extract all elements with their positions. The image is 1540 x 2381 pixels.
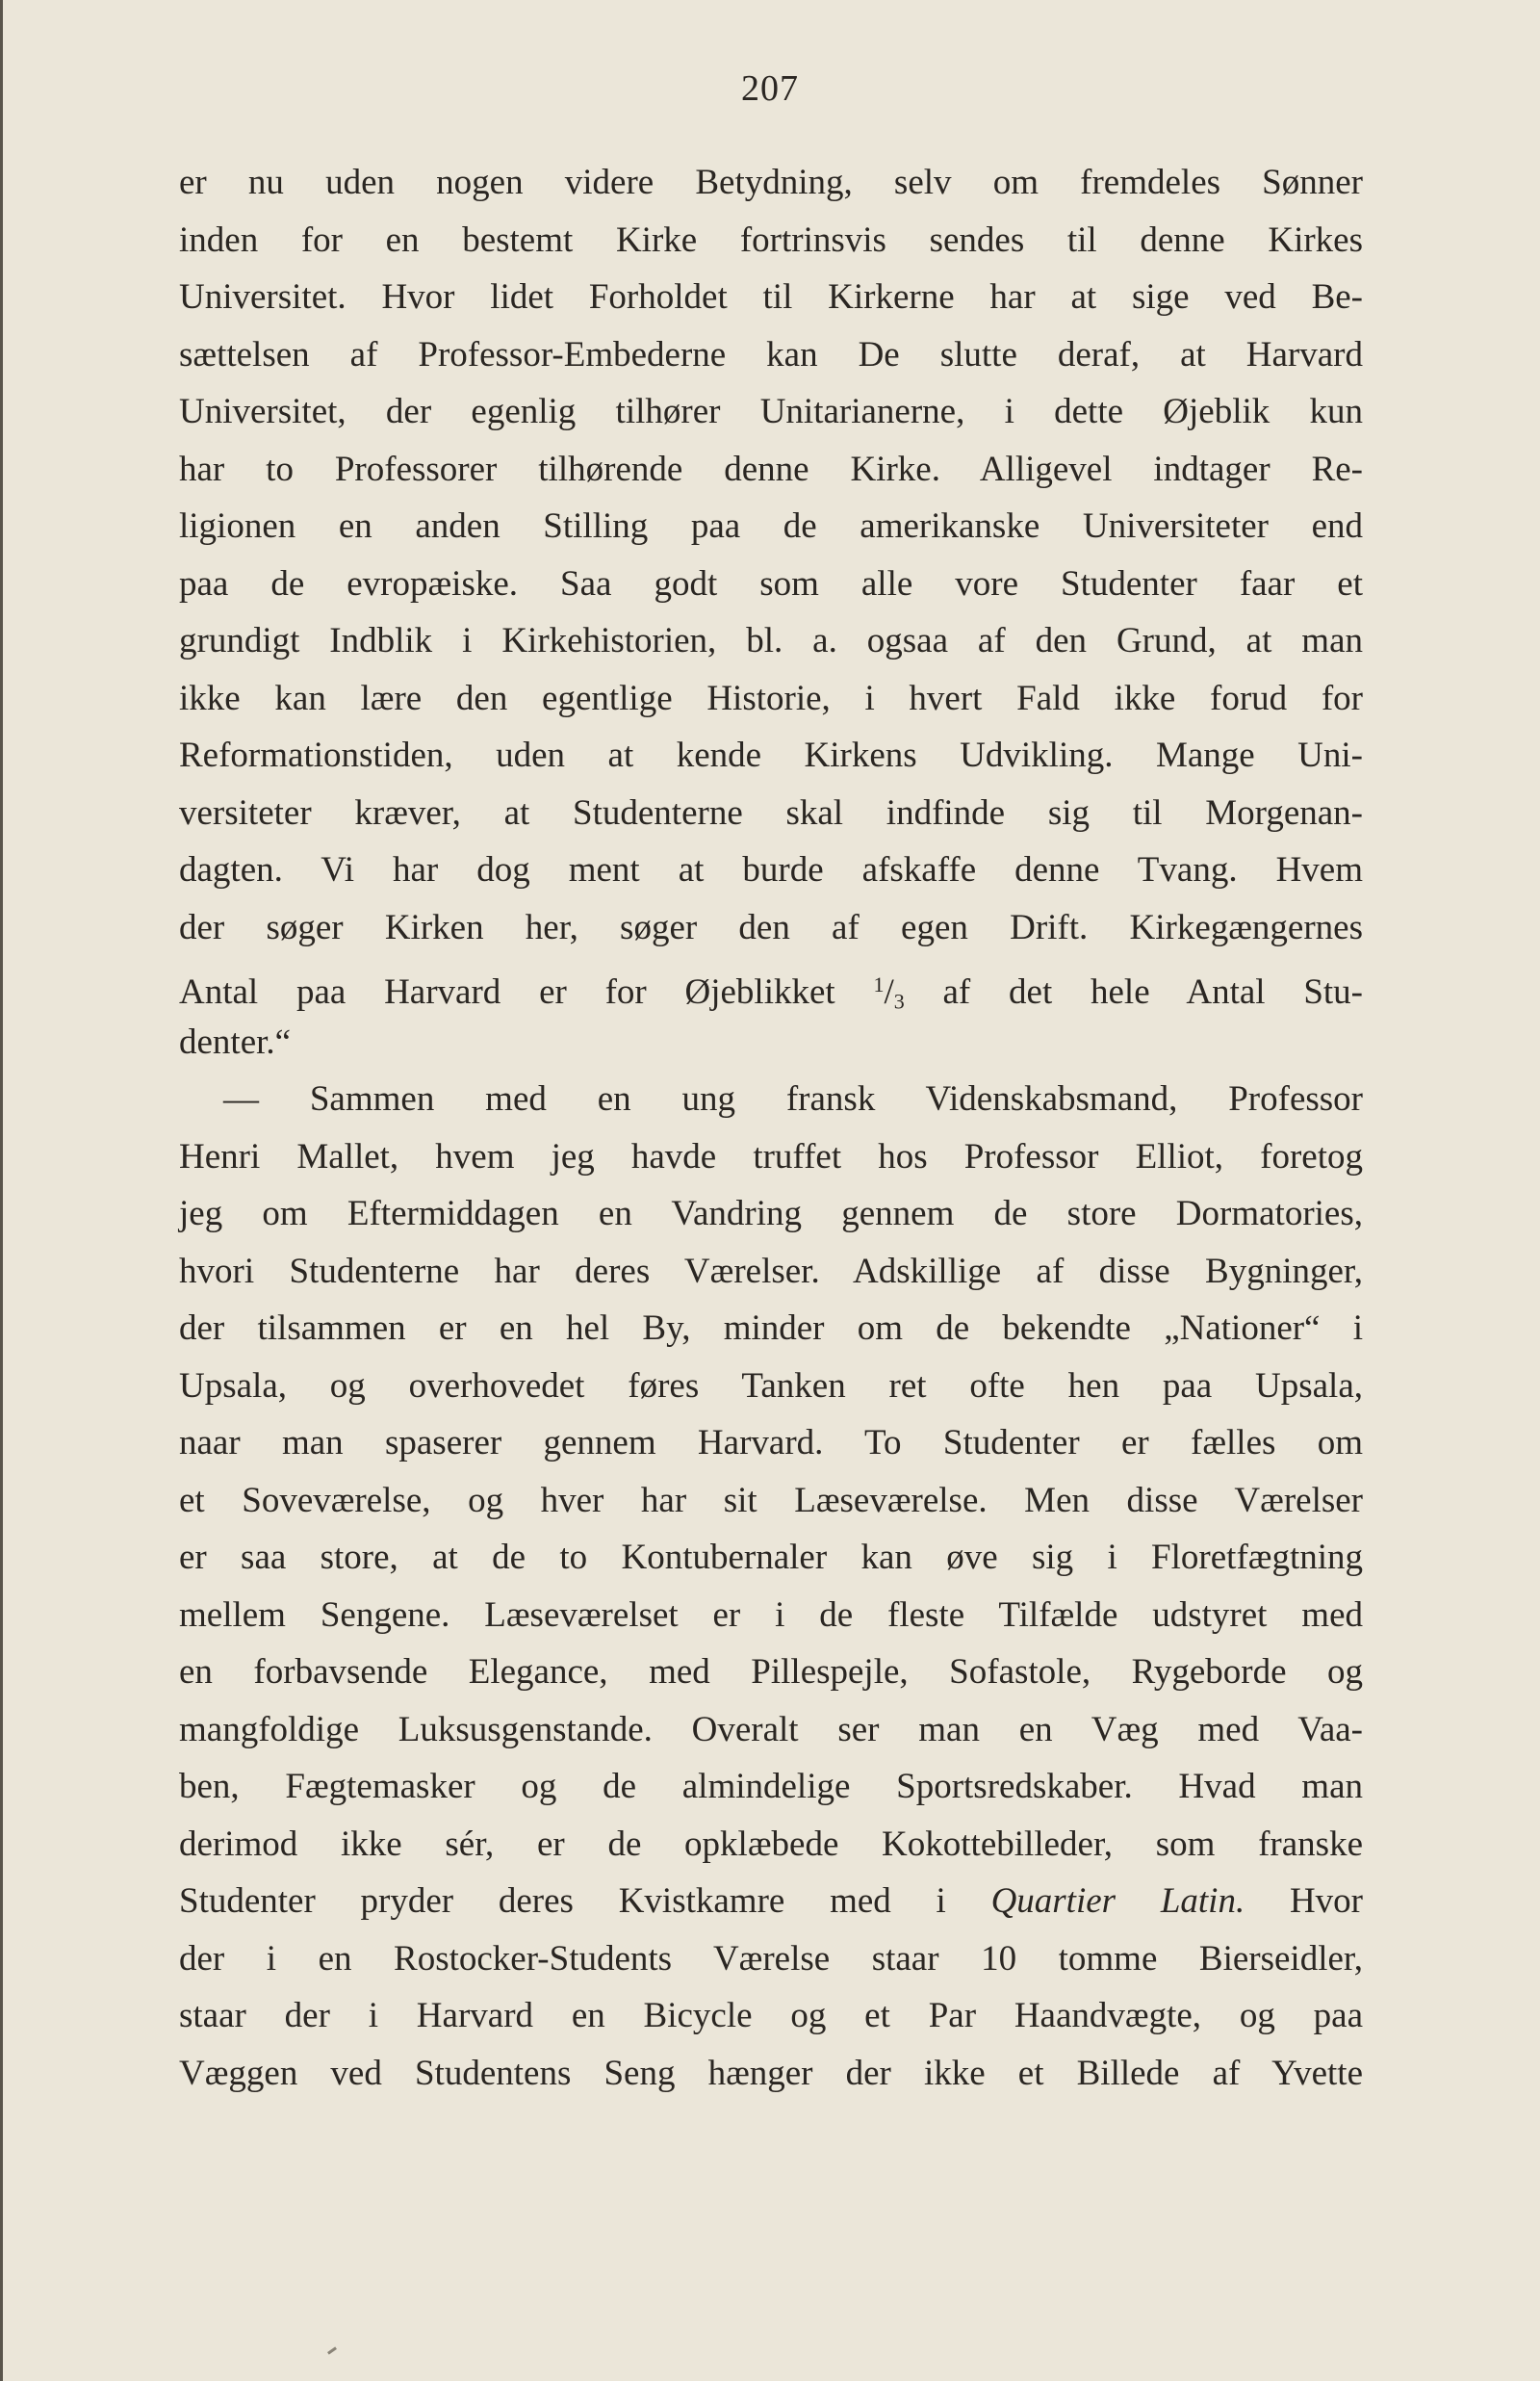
fraction-denominator: 3: [893, 989, 905, 1014]
fraction-line-before: Antal paa Harvard er for Øjeblikket: [179, 972, 874, 1013]
text-line: sættelsen af Professor-Embederne kan De slutte deraf, at Harvard: [179, 334, 1363, 375]
text-line: en forbavsende Elegance, med Pillespejle, Sofastole, Rygeborde og: [179, 1652, 1363, 1692]
text-line: Henri Mallet, hvem jeg havde truffet hos Professor Elliot, foretog: [179, 1136, 1363, 1177]
text-line: paa de evropæiske. Saa godt som alle vore Studenter faar et: [179, 563, 1363, 604]
text-line: versiteter kræver, at Studenterne skal indfinde sig til Morgenan-: [179, 792, 1363, 833]
fraction-line-after: af det hele Antal Stu-: [904, 972, 1363, 1013]
italic-line-before: Studenter pryder deres Kvistkamre med i: [179, 1881, 991, 1921]
text-line: der i en Rostocker-Students Værelse staar 10 tomme Bierseidler,: [179, 1938, 1363, 1979]
page-mark: [327, 2346, 337, 2354]
text-line: er nu uden nogen videre Betydning, selv om fremdeles Sønner: [179, 163, 1363, 202]
italic-phrase: Quartier Latin.: [990, 1881, 1245, 1921]
text-line: Væggen ved Studentens Seng hænger der ikke et Billede af Yvette: [179, 2053, 1363, 2093]
text-line: jeg om Eftermiddagen en Vandring gennem de store Dormatories,: [179, 1194, 1363, 1233]
fraction-numerator: 1: [873, 972, 885, 996]
text-line: et Soveværelse, og hver har sit Læseværelse. Men disse Værelser: [179, 1480, 1363, 1520]
text-line: staar der i Harvard en Bicycle og et Par Haandvægte, og paa: [179, 1996, 1363, 2035]
page-edge: [0, 0, 3, 2381]
page-number: 207: [741, 68, 799, 109]
text-line-fraction: [179, 956, 1363, 1014]
text-line: inden for en bestemt Kirke fortrinsvis sendes til denne Kirkes: [179, 220, 1363, 260]
text-line: ligionen en anden Stilling paa de amerikanske Universiteter end: [179, 506, 1363, 546]
text-line: mangfoldige Luksusgenstande. Overalt ser man en Væg med Vaa-: [179, 1709, 1363, 1749]
text-line-paragraph-end: denter.“: [179, 1022, 292, 1062]
text-line-italic: [179, 1873, 1363, 1930]
text-line: der tilsammen er en hel By, minder om de bekendte „Nationer“ i: [179, 1308, 1363, 1348]
body-text: [179, 154, 1363, 2102]
text-line: ben, Fægtemasker og de almindelige Sportsredskaber. Hvad man: [179, 1767, 1363, 1806]
text-line: Upsala, og overhovedet føres Tanken ret ofte hen paa Upsala,: [179, 1365, 1363, 1406]
text-line: Reformationstiden, uden at kende Kirkens Udvikling. Mange Uni-: [179, 736, 1363, 775]
text-line: er saa store, at de to Kontubernaler kan øve sig i Floretfægtning: [179, 1538, 1363, 1577]
italic-line-after: Hvor: [1245, 1881, 1363, 1921]
text-line: mellem Sengene. Læseværelset er i de fleste Tilfælde udstyret med: [179, 1594, 1363, 1635]
text-line: der søger Kirken her, søger den af egen Drift. Kirkegængernes: [179, 907, 1363, 947]
text-line: dagten. Vi har dog ment at burde afskaffe denne Tvang. Hvem: [179, 850, 1363, 890]
fraction-slash: /: [884, 972, 894, 1013]
text-line: Universitet, der egenlig tilhører Unitarianerne, i dette Øjeblik kun: [179, 392, 1363, 431]
text-line: ikke kan lære den egentlige Historie, i hvert Fald ikke forud for: [179, 678, 1363, 718]
text-line: naar man spaserer gennem Harvard. To Studenter er fælles om: [179, 1423, 1363, 1462]
text-line: har to Professorer tilhørende denne Kirke. Alligevel indtager Re-: [179, 449, 1363, 489]
text-line: derimod ikke sér, er de opklæbede Kokottebilleder, som franske: [179, 1824, 1363, 1864]
text-line-paragraph-start: — Sammen med en ung fransk Videnskabsmand, Professor: [223, 1079, 1363, 1119]
fraction-one-third: [873, 972, 904, 1012]
text-line: Universitet. Hvor lidet Forholdet til Kirkerne har at sige ved Be-: [179, 277, 1363, 317]
text-line: grundigt Indblik i Kirkehistorien, bl. a. ogsaa af den Grund, at man: [179, 621, 1363, 660]
text-line: hvori Studenterne har deres Værelser. Adskillige af disse Bygninger,: [179, 1251, 1363, 1291]
